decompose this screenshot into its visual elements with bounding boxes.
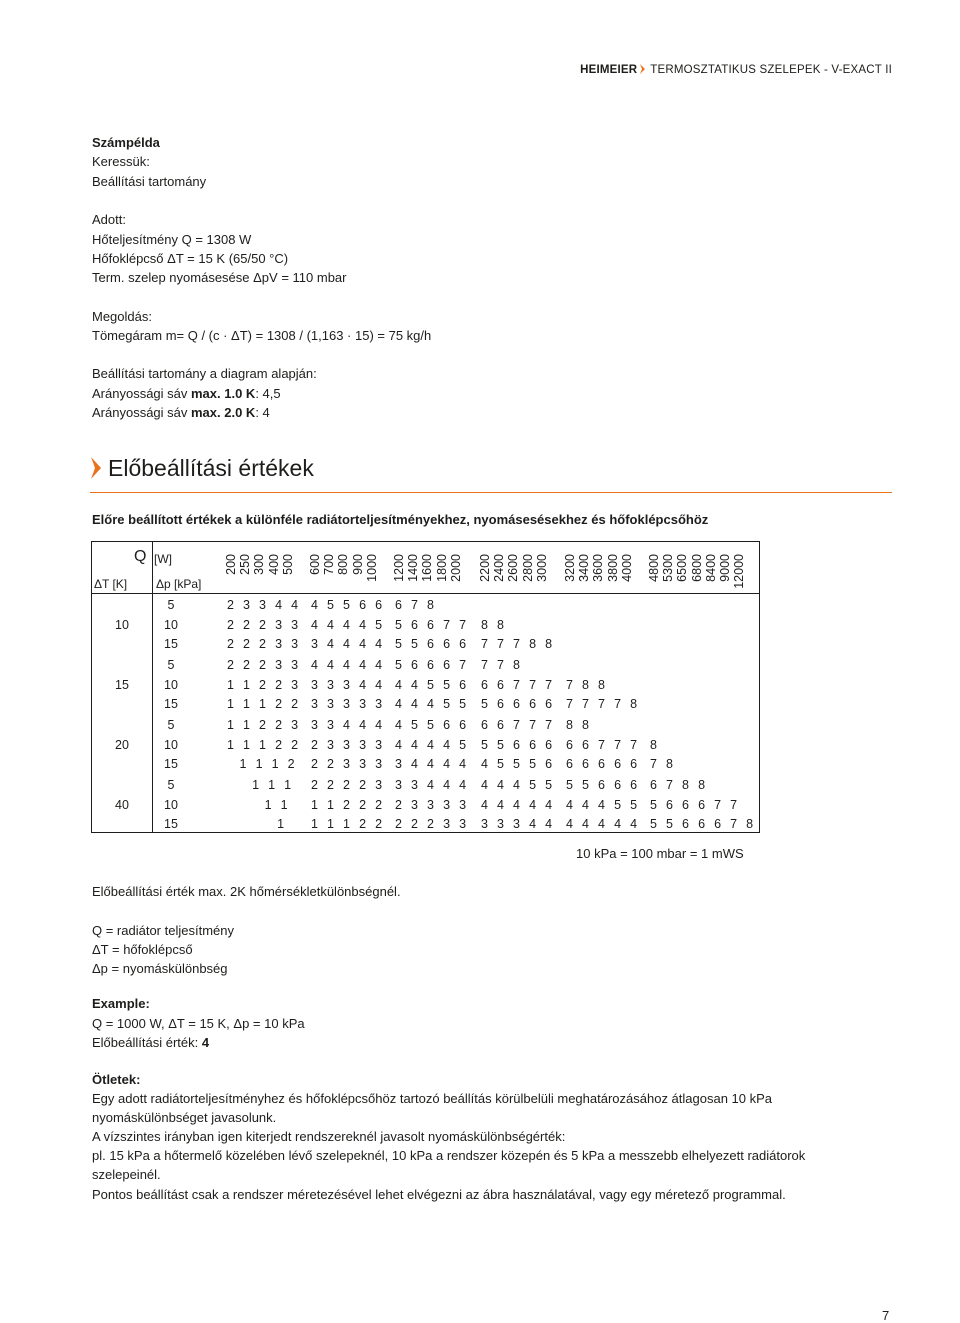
delta-t-value: 15 (115, 677, 129, 692)
q-column-label: 250 (238, 554, 253, 575)
q-column-label: 4000 (619, 554, 634, 582)
presetting-values: 5 6 6 6 7 (395, 658, 469, 672)
presetting-values: 2 2 2 3 3 (395, 817, 469, 832)
tips-line: szelepeinél. (92, 1167, 161, 1182)
delta-p-value: 10 (164, 737, 178, 752)
presetting-values: 6 6 7 7 7 (481, 718, 555, 732)
given-line: Hőteljesítmény Q = 1308 W (92, 232, 252, 247)
presetting-values: 3 3 4 4 4 (395, 778, 469, 792)
presetting-values: 1 1 1 2 2 (227, 737, 301, 752)
delta-t-header: ΔT [K] (94, 577, 128, 591)
presetting-values: 1 1 1 2 2 (227, 697, 301, 712)
presetting-values: 3 3 3 3 3 (311, 697, 385, 712)
tips-line: A vízszintes irányban igen kiterjedt rendszereknél javasolt nyomáskülönbségérték: (92, 1129, 566, 1144)
delta-t-value: 10 (115, 617, 129, 632)
q-column-label: 8400 (703, 554, 718, 582)
page-number: 7 (882, 1308, 890, 1323)
max-note: Előbeállítási érték max. 2K hőmérsékletkülönbségnél. (92, 884, 401, 899)
presetting-values: 8 (650, 737, 660, 752)
range-prefix: Arányossági sáv (92, 386, 191, 401)
q-column-label: 4800 (647, 554, 661, 582)
delta-t-value: 40 (115, 797, 129, 812)
tips-line: nyomáskülönbséget javasolunk. (92, 1110, 277, 1125)
q-column-label: 800 (336, 554, 351, 575)
presetting-values: 7 7 8 (481, 658, 523, 672)
q-column-label: 600 (308, 554, 322, 575)
q-column-label: 1600 (420, 554, 435, 582)
presetting-values: 1 1 1 2 2 (311, 817, 385, 832)
chevron-right-icon (639, 64, 646, 74)
tips-line: pl. 15 kPa a hőtermelő közelében lévő szelepeknél, 10 kPa a rendszer közepén és 5 kPa a messzebb elhelyezett radiátorok (92, 1148, 806, 1163)
presetting-values: 2 3 3 3 3 (311, 737, 385, 752)
given-label: Adott: (92, 212, 126, 227)
presetting-values: 6 7 8 8 (650, 778, 708, 792)
presetting-values: 7 7 7 8 8 (481, 637, 555, 652)
q-column-label: 3200 (563, 554, 577, 582)
solution-label: Megoldás: (92, 309, 152, 324)
presetting-values: 2 3 3 3 3 (395, 797, 469, 812)
range-line-2 (92, 403, 270, 422)
q-column-label: 1200 (392, 554, 406, 582)
table-header-divider (92, 593, 759, 594)
presetting-values: 1 1 1 (227, 778, 294, 792)
presetting-values: 3 3 4 4 4 (311, 718, 385, 732)
q-column-label: 2400 (492, 554, 507, 582)
seek-label: Keressük: (92, 154, 150, 169)
header-section: TERMOSZTATIKUS SZELEPEK - V-EXACT II (650, 64, 892, 76)
q-column-label: 400 (266, 554, 281, 575)
example-result-value: 4 (201, 1035, 210, 1050)
delta-p-value: 15 (164, 817, 178, 832)
presetting-values: 4 4 4 4 4 (311, 658, 385, 672)
q-unit: [W] (154, 552, 172, 566)
q-column-label: 5300 (661, 554, 676, 582)
q-column-label: 900 (350, 554, 365, 575)
presetting-values: 4 4 5 5 6 (395, 677, 469, 692)
unit-note: 10 kPa = 100 mbar = 1 mWS (576, 846, 744, 861)
presetting-table (91, 541, 760, 833)
q-column-label: 700 (322, 554, 337, 575)
presetting-values: 4 4 4 5 5 (566, 797, 640, 812)
q-column-label: 3400 (577, 554, 592, 582)
delta-p-value: 15 (164, 757, 178, 772)
brand-name: HEIMEIER (580, 64, 638, 76)
delta-p-value: 5 (167, 718, 175, 732)
presetting-values: 7 8 (650, 757, 676, 772)
q-column-label: 6800 (689, 554, 704, 582)
presetting-values: 4 4 4 4 4 (481, 797, 555, 812)
presetting-values: 6 6 7 7 7 (481, 677, 555, 692)
q-column-label: 12000 (732, 554, 747, 589)
solution-line: Tömegáram m= Q / (c · ΔT) = 1308 / (1,163 · 15) = 75 kg/h (92, 328, 432, 343)
presetting-values: 1 1 1 2 (227, 757, 298, 772)
presetting-values: 4 4 4 5 5 (395, 697, 469, 712)
presetting-values: 5 6 6 7 7 (395, 617, 469, 632)
range-suffix: : 4 (255, 405, 270, 420)
example-result-label: Előbeállítási érték: (92, 1035, 202, 1050)
section-heading (90, 452, 892, 493)
legend-line: ΔT = hőfoklépcső (92, 942, 193, 957)
delta-p-value: 5 (167, 658, 175, 672)
delta-p-value: 5 (167, 778, 175, 792)
presetting-values: 5 5 6 6 6 (566, 778, 640, 792)
delta-p-value: 5 (167, 598, 175, 612)
q-column-label: 2600 (506, 554, 521, 582)
legend-line: Δp = nyomáskülönbség (92, 961, 228, 976)
tips-title: Ötletek: (92, 1072, 141, 1087)
q-column-label: 6500 (675, 554, 690, 582)
q-column-label: 3600 (591, 554, 606, 582)
presetting-values: 4 4 4 4 5 (395, 737, 469, 752)
presetting-values: 1 1 (227, 797, 291, 812)
presetting-values: 8 8 (566, 718, 592, 732)
presetting-values: 3 4 4 4 4 (311, 637, 385, 652)
q-column-label: 3000 (534, 554, 549, 582)
presetting-values: 7 8 8 (566, 677, 608, 692)
presetting-values: 5 5 6 6 6 7 8 (650, 817, 756, 832)
presetting-values: 5 5 6 6 6 (395, 637, 469, 652)
q-column-label: 3800 (605, 554, 620, 582)
presetting-values: 4 4 4 4 5 (311, 617, 385, 632)
presetting-values: 2 2 2 3 3 (227, 658, 301, 672)
seek-item: Beállítási tartomány (92, 174, 207, 189)
presetting-values: 2 3 3 4 4 (227, 598, 301, 612)
delta-t-value: 20 (115, 737, 129, 752)
given-line: Term. szelep nyomásesése ΔpV = 110 mbar (92, 270, 347, 285)
presetting-values: 8 8 (481, 617, 507, 632)
presetting-values: 1 1 2 2 2 (311, 797, 385, 812)
example-calc-title: Számpélda (92, 135, 160, 150)
section-title: Előbeállítási értékek (108, 455, 314, 481)
q-column-label: 200 (224, 554, 238, 575)
range-prefix: Arányossági sáv (92, 405, 191, 420)
chevron-right-icon (90, 456, 102, 480)
delta-p-value: 15 (164, 637, 178, 652)
presetting-values: 1 (227, 817, 287, 832)
q-column-label: 500 (280, 554, 295, 575)
q-label: Q (134, 548, 147, 565)
q-column-label: 2800 (520, 554, 535, 582)
presetting-values: 3 3 3 4 4 (311, 677, 385, 692)
table-subtitle: Előre beállított értékek a különféle radiátorteljesítményekhez, nyomásesésekhez és hőfoklépcsőhöz (92, 512, 709, 527)
presetting-values: 3 4 4 4 4 (395, 757, 469, 772)
example-line: Q = 1000 W, ΔT = 15 K, Δp = 10 kPa (92, 1016, 305, 1031)
q-column-label: 1400 (406, 554, 421, 582)
delta-p-header: Δp [kPa] (156, 577, 202, 591)
presetting-values: 1 1 2 2 3 (227, 718, 301, 732)
presetting-values: 5 6 6 6 7 7 (650, 797, 740, 812)
tips-line: Egy adott radiátorteljesítményhez és hőfoklépcsőhöz tartozó beállítás körülbelüli meghatározásához átlagosan 10 kPa (92, 1091, 773, 1106)
presetting-values: 6 7 8 (395, 598, 437, 612)
presetting-values: 6 6 7 7 7 (566, 737, 640, 752)
delta-p-value: 15 (164, 697, 178, 712)
presetting-values: 7 7 7 7 8 (566, 697, 640, 712)
presetting-values: 6 6 6 6 6 (566, 757, 640, 772)
presetting-values: 1 1 2 2 3 (227, 677, 301, 692)
presetting-values: 4 4 4 5 5 (481, 778, 555, 792)
presetting-values: 5 5 6 6 6 (481, 737, 555, 752)
presetting-values: 2 2 2 3 3 (227, 617, 301, 632)
presetting-values: 3 3 3 4 4 (481, 817, 555, 832)
range-line-1 (92, 384, 281, 403)
legend-line: Q = radiátor teljesítmény (92, 923, 234, 938)
presetting-values: 4 5 5 5 6 (481, 757, 555, 772)
q-column-label: 300 (252, 554, 267, 575)
presetting-values: 2 2 3 3 3 (311, 757, 385, 772)
range-bold: max. 2.0 K (191, 405, 256, 420)
q-column-label: 2200 (478, 554, 492, 582)
given-line: Hőfoklépcső ΔT = 15 K (65/50 °C) (92, 251, 289, 266)
q-column-label: 1800 (434, 554, 449, 582)
range-bold: max. 1.0 K (191, 386, 256, 401)
range-suffix: : 4,5 (255, 386, 281, 401)
q-column-label: 2000 (448, 554, 463, 582)
delta-p-value: 10 (164, 617, 178, 632)
example-title: Example: (92, 996, 150, 1011)
q-column-label: 9000 (718, 554, 732, 582)
presetting-values: 5 6 6 6 6 (481, 697, 555, 712)
presetting-values: 4 4 4 4 4 (566, 817, 640, 832)
page-header (580, 64, 892, 76)
example-result (92, 1033, 209, 1052)
delta-p-value: 10 (164, 797, 178, 812)
delta-p-value: 10 (164, 677, 178, 692)
presetting-values: 2 2 2 2 3 (311, 778, 385, 792)
range-intro: Beállítási tartomány a diagram alapján: (92, 366, 317, 381)
presetting-values: 2 2 2 3 3 (227, 637, 301, 652)
presetting-values: 4 5 5 6 6 (311, 598, 385, 612)
presetting-values: 4 5 5 6 6 (395, 718, 469, 732)
tips-line: Pontos beállítást csak a rendszer méretezésével lehet elvégezni az ábra használatával, vagy egy méretező programmal. (92, 1187, 786, 1202)
q-column-label: 1000 (364, 554, 379, 582)
